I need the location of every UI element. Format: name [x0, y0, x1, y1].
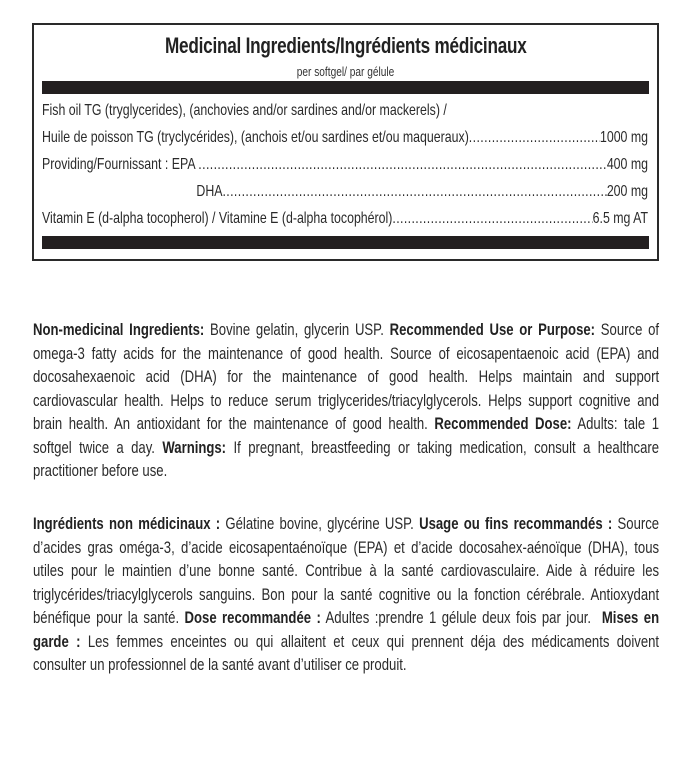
warnings-heading: Warnings: [162, 437, 227, 457]
warnings-heading-fr: Mises en garde : [33, 608, 660, 651]
non-medicinal-text: Bovine gelatin, glycerin USP. [204, 320, 390, 339]
french-paragraph [33, 512, 659, 677]
ingredient-row-dha [42, 178, 648, 205]
ingredient-row-epa [42, 151, 648, 178]
medicinal-title: Medicinal Ingredients/Ingrédients médicinaux [164, 33, 527, 58]
ingredient-row-fish-oil-fr [42, 124, 648, 151]
ingredient-row-vitamin-e [42, 205, 648, 232]
recommended-dose-heading-fr: Dose recommandée : [184, 608, 321, 627]
ingredient-amount: 1000 mg [599, 129, 649, 146]
non-medicinal-text-fr: Gélatine bovine, glycérine USP. [220, 514, 420, 533]
leader-dots [222, 178, 606, 205]
recommended-dose-heading: Recommended Dose: [434, 414, 572, 433]
recommended-use-text-fr: Source d’acides gras oméga-3, d’acide eicosapentaénoïque (EPA) et d’acide docosahex-aénoïque (DHA), tous utiles pour le maintien d’une bonne santé. Contribue à la santé cardiovasculaire. Aide à réduire les triglycérides/triacylglycerols sanguins. Bon pour la santé cognitive ou la fonction cérébrale. Antioxydant bénéfique pour la santé. [33, 514, 660, 627]
ingredient-label: Fish oil TG (tryglycerides), (anchovies and/or sardines and/or mackerels) / [42, 102, 447, 119]
non-medicinal-heading-fr: Ingrédients non médicinaux : [33, 514, 221, 533]
recommended-use-text: Source of omega-3 fatty acids for the maintenance of good health. Source of eicosapentaenoic acid (EPA) and docosahexaenoic acid (DHA) for the maintenance of good health. Helps maintain and support cardiovascular health. Helps to reduce serum triglycerides/triacylglycerols. Helps support cognitive and brain health. An antioxidant for the maintenance of good health. [33, 320, 660, 433]
ingredient-amount: 6.5 mg AT [592, 210, 649, 227]
bottom-divider-bar [42, 236, 649, 249]
ingredient-label: DHA [196, 183, 223, 200]
ingredient-label: Huile de poisson TG (tryclycérides), (anchois et/ou sardines et/ou maqueraux) [42, 129, 469, 146]
medicinal-subtitle: per softgel/ par gélule [296, 64, 395, 79]
leader-dots [198, 151, 607, 178]
leader-dots [392, 205, 592, 232]
ingredient-label: Vitamin E (d-alpha tocopherol) / Vitamine E (d-alpha tocophérol) [42, 210, 393, 227]
recommended-use-heading: Recommended Use or Purpose: [389, 320, 596, 339]
english-paragraph [33, 318, 659, 483]
ingredient-label: Providing/Fournissant : EPA [42, 156, 199, 173]
recommended-use-heading-fr: Usage ou fins recommandés : [419, 514, 613, 533]
non-medicinal-heading: Non-medicinal Ingredients: [33, 320, 205, 339]
recommended-dose-text: Adults: tale 1 softgel twice a day. [33, 414, 660, 457]
leader-dots [469, 124, 600, 151]
warnings-text: If pregnant, breastfeeding or taking medication, consult a healthcare practitioner before use. [33, 437, 660, 480]
ingredient-rows [42, 97, 648, 232]
warnings-text-fr: Les femmes enceintes ou qui allaitent et ceux qui prennent déja des médicaments doivent consulter un professionnel de la santé avant d’utiliser ce produit. [33, 631, 660, 674]
ingredient-amount: 200 mg [606, 183, 649, 200]
recommended-dose-text-fr: Adultes :prendre 1 gélule deux fois par jour. [320, 608, 602, 627]
ingredient-row-fish-oil-en [42, 97, 648, 124]
top-divider-bar [42, 81, 649, 94]
ingredient-amount: 400 mg [606, 156, 649, 173]
medicinal-ingredients-box [32, 23, 659, 261]
